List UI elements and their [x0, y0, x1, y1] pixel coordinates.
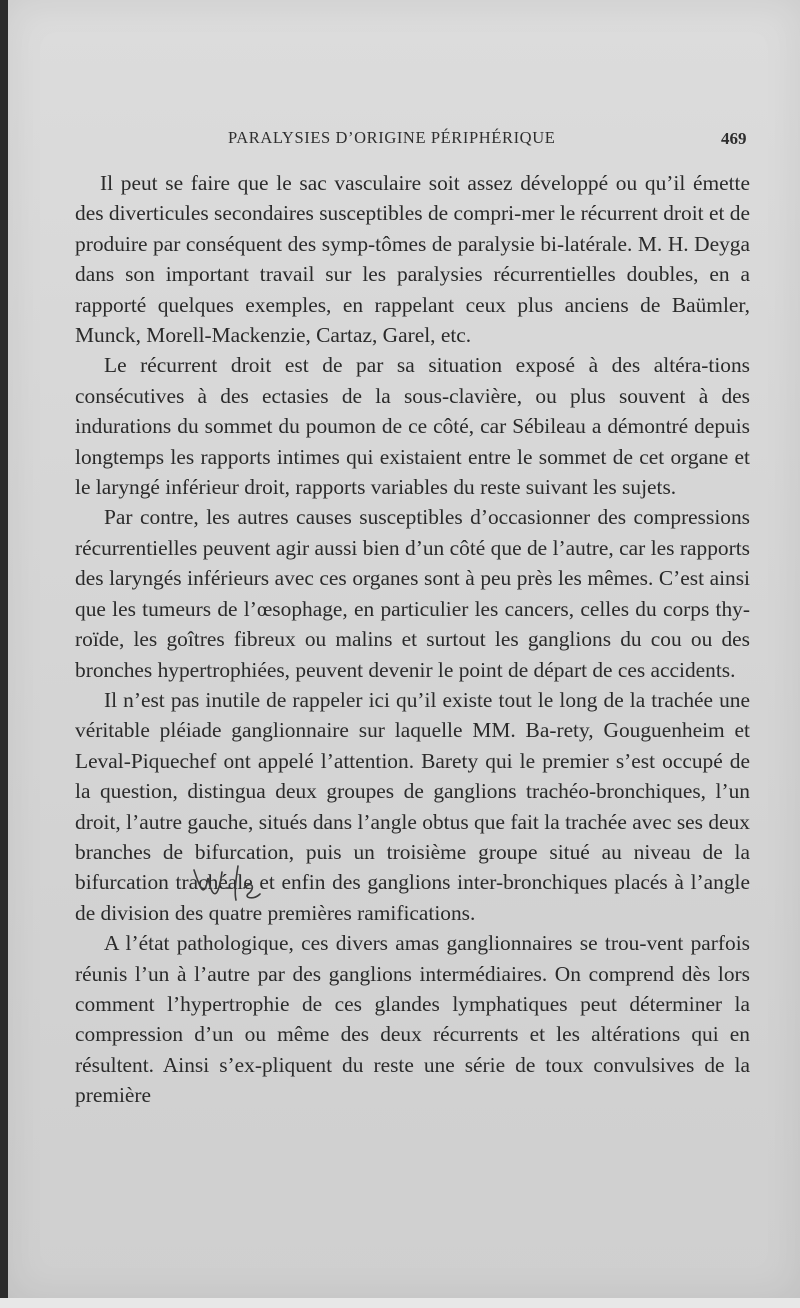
page-header — [8, 128, 778, 158]
running-head: PARALYSIES D’ORIGINE PÉRIPHÉRIQUE — [228, 128, 556, 147]
paragraph: Le récurrent droit est de par sa situation exposé à des altéra-tions consécutives à des ectasies de la sous-clavière, ou plus souvent à des indurations du sommet du poumon de ce côté, car Sébileau a démontré depuis longtemps les rapports intimes qui existaient entre le sommet de cet organe et le laryngé inférieur droit, rapports variables du reste suivant les sujets. — [75, 353, 750, 500]
page-number: 469 — [721, 129, 747, 148]
paragraph: Par contre, les autres causes susceptibles d’occasionner des compressions récurrentielles peuvent agir aussi bien d’un côté que de l’autre, car les rapports des laryngés inférieurs avec ces organes sont à peu près les mêmes. C’est ainsi que les tumeurs de l’œsophage, en particulier les cancers, celles du corps thy-roïde, les goîtres fibreux ou malins et surtout les ganglions du cou ou des bronches hypertrophiées, peuvent devenir le point de départ de ces accidents. — [75, 505, 750, 682]
paragraph: A l’état pathologique, ces divers amas ganglionnaires se trou-vent parfois réunis l’un à l’autre par des ganglions intermédiaires. On comprend dès lors comment l’hypertrophie de ces glandes lymphatiques peut déterminer la compression d’un ou même des deux récurrents et les altérations qui en résultent. Ainsi s’ex-pliquent du reste une série de toux convulsives de la première — [75, 931, 750, 1108]
paragraph: Il n’est pas inutile de rappeler ici qu’il existe tout le long de la trachée une véritable pléiade ganglionnaire sur laquelle MM. Ba-rety, Gouguenheim et Leval-Piquechef ont appelé l’attention. Barety qui le premier s’est occupé de la question, distingua deux groupes de ganglions trachéo-bronchiques, l’un droit, l’autre gauche, situés dans l’angle obtus que fait la trachée avec ses deux branches de bifurcation, puis un troisième groupe situé au niveau de la bifurcation trachéale et enfin des ganglions inter-bronchiques placés à l’angle de division des quatre premières ramifications. — [75, 687, 750, 925]
paragraph: Il peut se faire que le sac vasculaire soit assez développé ou qu’il émette des diverticules secondaires susceptibles de compri-mer le récurrent droit et de produire par conséquent des symp-tômes de paralysie bi-latérale. M. H. Deyga dans son important travail sur les paralysies récurrentielles doubles, en a rapporté quelques exemples, en rappelant ceux plus anciens de Baümler, Munck, Morell-Mackenzie, Cartaz, Garel, etc. — [75, 171, 750, 348]
body-text — [75, 168, 750, 1111]
book-page — [8, 0, 800, 1300]
scan-bottom-edge — [0, 1298, 800, 1308]
